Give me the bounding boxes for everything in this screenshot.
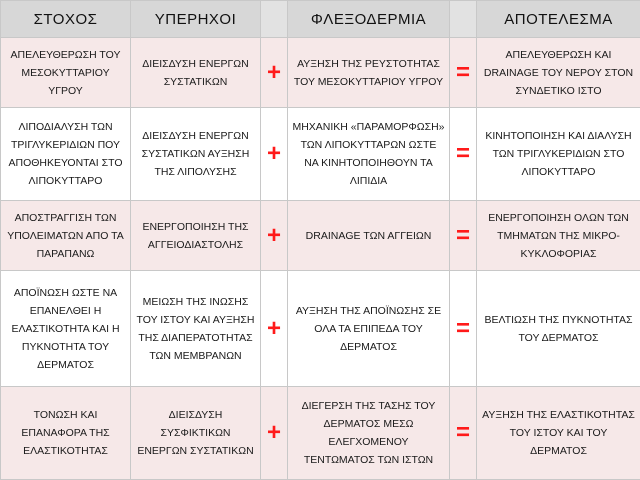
result-cell: ΒΕΛΤΙΩΣΗ ΤΗΣ ΠΥΚΝΟΤΗΤΑΣ ΤΟΥ ΔΕΡΜΑΤΟΣ	[477, 271, 640, 387]
ultrasound-cell: ΔΙΕΙΣΔΥΣΗ ΕΝΕΡΓΩΝ ΣΥΣΤΑΤΙΚΩΝ	[131, 38, 261, 108]
result-cell: ΑΥΞΗΣΗ ΤΗΣ ΕΛΑΣΤΙΚΟΤΗΤΑΣ ΤΟΥ ΙΣΤΟΥ ΚΑΙ ΤΟΥ ΔΕΡΜΑΤΟΣ	[477, 386, 640, 479]
equals-sign: =	[450, 108, 477, 201]
phlebo-cell: ΑΥΞΗΣΗ ΤΗΣ ΑΠΟΪΝΩΣΗΣ ΣΕ ΟΛΑ ΤΑ ΕΠΙΠΕΔΑ ΤΟΥ ΔΕΡΜΑΤΟΣ	[288, 271, 450, 387]
phlebo-cell: DRAINAGE ΤΩΝ ΑΓΓΕΙΩΝ	[288, 201, 450, 271]
header-goal: ΣΤΟΧΟΣ	[1, 1, 131, 38]
plus-sign: +	[261, 108, 288, 201]
equals-sign: =	[450, 386, 477, 479]
plus-sign: +	[261, 38, 288, 108]
phlebo-cell: ΔΙΕΓΕΡΣΗ ΤΗΣ ΤΑΣΗΣ ΤΟΥ ΔΕΡΜΑΤΟΣ ΜΕΣΩ ΕΛΕΓΧΟΜΕΝΟΥ ΤΕΝΤΩΜΑΤΟΣ ΤΩΝ ΙΣΤΩΝ	[288, 386, 450, 479]
equals-sign: =	[450, 201, 477, 271]
phlebo-cell: ΜΗΧΑΝΙΚΗ «ΠΑΡΑΜΟΡΦΩΣΗ» ΤΩΝ ΛΙΠΟΚΥΤΤΑΡΩΝ ΩΣΤΕ ΝΑ ΚΙΝΗΤΟΠΟΙΗΘΟΥΝ ΤΑ ΛΙΠΙΔΙΑ	[288, 108, 450, 201]
table-row	[1, 38, 640, 108]
table-row	[1, 108, 640, 201]
table-row	[1, 386, 640, 479]
result-cell: ΕΝΕΡΓΟΠΟΙΗΣΗ ΟΛΩΝ ΤΩΝ ΤΜΗΜΑΤΩΝ ΤΗΣ ΜΙΚΡΟ-ΚΥΚΛΟΦΟΡΙΑΣ	[477, 201, 640, 271]
table-row	[1, 201, 640, 271]
result-cell: ΚΙΝΗΤΟΠΟΙΗΣΗ ΚΑΙ ΔΙΑΛΥΣΗ ΤΩΝ ΤΡΙΓΛΥΚΕΡΙΔΙΩΝ ΣΤΟ ΛΙΠΟΚΥΤΤΑΡΟ	[477, 108, 640, 201]
plus-sign: +	[261, 271, 288, 387]
header-ultrasound: ΥΠΕΡΗΧΟΙ	[131, 1, 261, 38]
goal-cell: ΑΠΕΛΕΥΘΕΡΩΣΗ ΤΟΥ ΜΕΣΟΚΥΤΤΑΡΙΟΥ ΥΓΡΟΥ	[1, 38, 131, 108]
header-gap	[261, 1, 288, 38]
table-row	[1, 271, 640, 387]
goal-cell: ΤΟΝΩΣΗ ΚΑΙ ΕΠΑΝΑΦΟΡΑ ΤΗΣ ΕΛΑΣΤΙΚΟΤΗΤΑΣ	[1, 386, 131, 479]
header-result: ΑΠΟΤΕΛΕΣΜΑ	[477, 1, 640, 38]
plus-sign: +	[261, 386, 288, 479]
ultrasound-cell: ΕΝΕΡΓΟΠΟΙΗΣΗ ΤΗΣ ΑΓΓΕΙΟΔΙΑΣΤΟΛΗΣ	[131, 201, 261, 271]
result-cell: ΑΠΕΛΕΥΘΕΡΩΣΗ ΚΑΙ DRAINAGE ΤΟΥ ΝΕΡΟΥ ΣΤΟΝ ΣΥΝΔΕΤΙΚΟ ΙΣΤΟ	[477, 38, 640, 108]
goal-cell: ΑΠΟΪΝΩΣΗ ΩΣΤΕ ΝΑ ΕΠΑΝΕΛΘΕΙ Η ΕΛΑΣΤΙΚΟΤΗΤΑ ΚΑΙ Η ΠΥΚΝΟΤΗΤΑ ΤΟΥ ΔΕΡΜΑΤΟΣ	[1, 271, 131, 387]
ultrasound-cell: ΜΕΙΩΣΗ ΤΗΣ ΙΝΩΣΗΣ ΤΟΥ ΙΣΤΟΥ ΚΑΙ ΑΥΞΗΣΗ ΤΗΣ ΔΙΑΠΕΡΑΤΟΤΗΤΑΣ ΤΩΝ ΜΕΜΒΡΑΝΩΝ	[131, 271, 261, 387]
equals-sign: =	[450, 38, 477, 108]
ultrasound-cell: ΔΙΕΙΣΔΥΣΗ ΣΥΣΦΙΚΤΙΚΩΝ ΕΝΕΡΓΩΝ ΣΥΣΤΑΤΙΚΩΝ	[131, 386, 261, 479]
goal-cell: ΛΙΠΟΔΙΑΛΥΣΗ ΤΩΝ ΤΡΙΓΛΥΚΕΡΙΔΙΩΝ ΠΟΥ ΑΠΟΘΗΚΕΥΟΝΤΑΙ ΣΤΟ ΛΙΠΟΚΥΤΤΑΡΟ	[1, 108, 131, 201]
phlebo-cell: ΑΥΞΗΣΗ ΤΗΣ ΡΕΥΣΤΟΤΗΤΑΣ ΤΟΥ ΜΕΣΟΚΥΤΤΑΡΙΟΥ ΥΓΡΟΥ	[288, 38, 450, 108]
goal-cell: ΑΠΟΣΤΡΑΓΓΙΣΗ ΤΩΝ ΥΠΟΛΕΙΜΑΤΩΝ ΑΠΟ ΤΑ ΠΑΡΑΠΑΝΩ	[1, 201, 131, 271]
header-gap	[450, 1, 477, 38]
equals-sign: =	[450, 271, 477, 387]
ultrasound-cell: ΔΙΕΙΣΔΥΣΗ ΕΝΕΡΓΩΝ ΣΥΣΤΑΤΙΚΩΝ ΑΥΞΗΣΗ ΤΗΣ ΛΙΠΟΛΥΣΗΣ	[131, 108, 261, 201]
header-row	[1, 1, 640, 38]
header-phlebo: ΦΛΕΞΟΔΕΡΜΙΑ	[288, 1, 450, 38]
plus-sign: +	[261, 201, 288, 271]
